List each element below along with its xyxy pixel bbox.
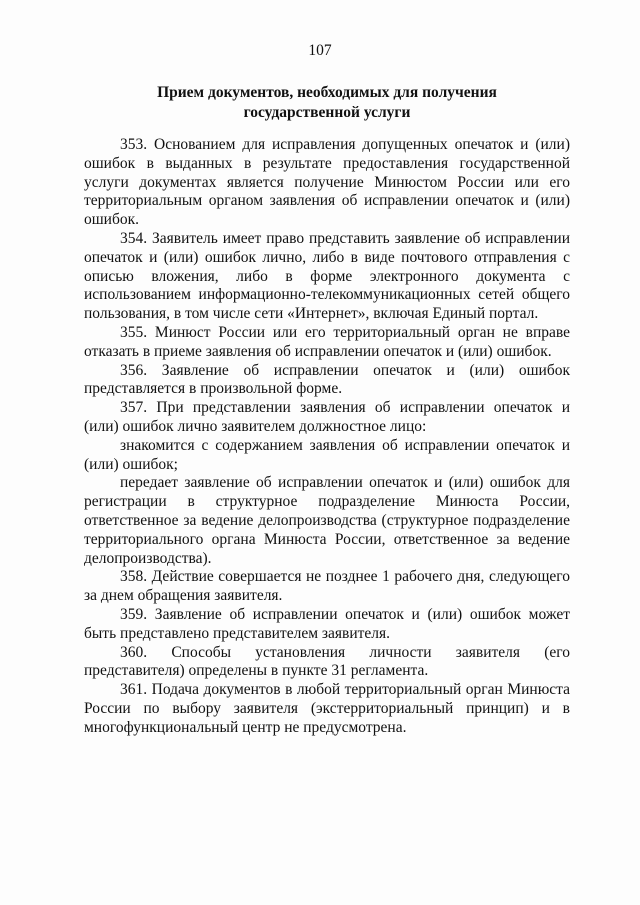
- page-number: 107: [308, 42, 332, 59]
- section-heading-line-1: Прием документов, необходимых для получения: [157, 84, 497, 101]
- paragraph-360: 360. Способы установления личности заявителя (его представителя) определены в пункте 31 регламента.: [84, 643, 570, 680]
- section-heading-line-2: государственной услуги: [243, 104, 411, 121]
- paragraph-361: 361. Подача документов в любой территориальный орган Минюста России по выбору заявителя (экстерриториальный принцип) и в многофункциональный центр не предусмотрена.: [84, 681, 570, 736]
- paragraph-354: 354. Заявитель имеет право представить заявление об исправлении опечаток и (или) ошибок лично, либо в виде почтового отправления с описью вложения, либо в форме электронного документа с использованием информационно-телекоммуникационных сетей общего пользования, в том числе сети «Интернет», включая Единый портал.: [84, 229, 570, 323]
- paragraph-357-item-1: знакомится с содержанием заявления об исправлении опечаток и (или) ошибок;: [84, 436, 570, 473]
- section-heading: [85, 83, 569, 123]
- paragraph-357: 357. При представлении заявления об исправлении опечаток и (или) ошибок лично заявителем должностное лицо:: [84, 399, 570, 435]
- document-body: [84, 136, 570, 738]
- paragraph-355: 355. Минюст России или его территориальный орган не вправе отказать в приеме заявления об исправлении опечаток и (или) ошибок.: [84, 323, 570, 360]
- paragraph-359: 359. Заявление об исправлении опечаток и (или) ошибок может быть представлено представителем заявителя.: [84, 605, 570, 642]
- paragraph-358: 358. Действие совершается не позднее 1 рабочего дня, следующего за днем обращения заявителя.: [84, 568, 570, 605]
- paragraph-353: 353. Основанием для исправления допущенных опечаток и (или) ошибок в выданных в результате предоставления государственной услуги документах является получение Минюстом России или его территориальным органом заявления об исправлении опечаток и (или) ошибок.: [84, 136, 570, 229]
- paragraph-356: 356. Заявление об исправлении опечаток и (или) ошибок представляется в произвольной форме.: [84, 361, 570, 398]
- paragraph-357-item-2: передает заявление об исправлении опечаток и (или) ошибок для регистрации в структурное подразделение Минюста России, ответственное за ведение делопроизводства (структурное подразделение территориального органа Минюста России, ответственное за ведение делопроизводства).: [84, 474, 570, 567]
